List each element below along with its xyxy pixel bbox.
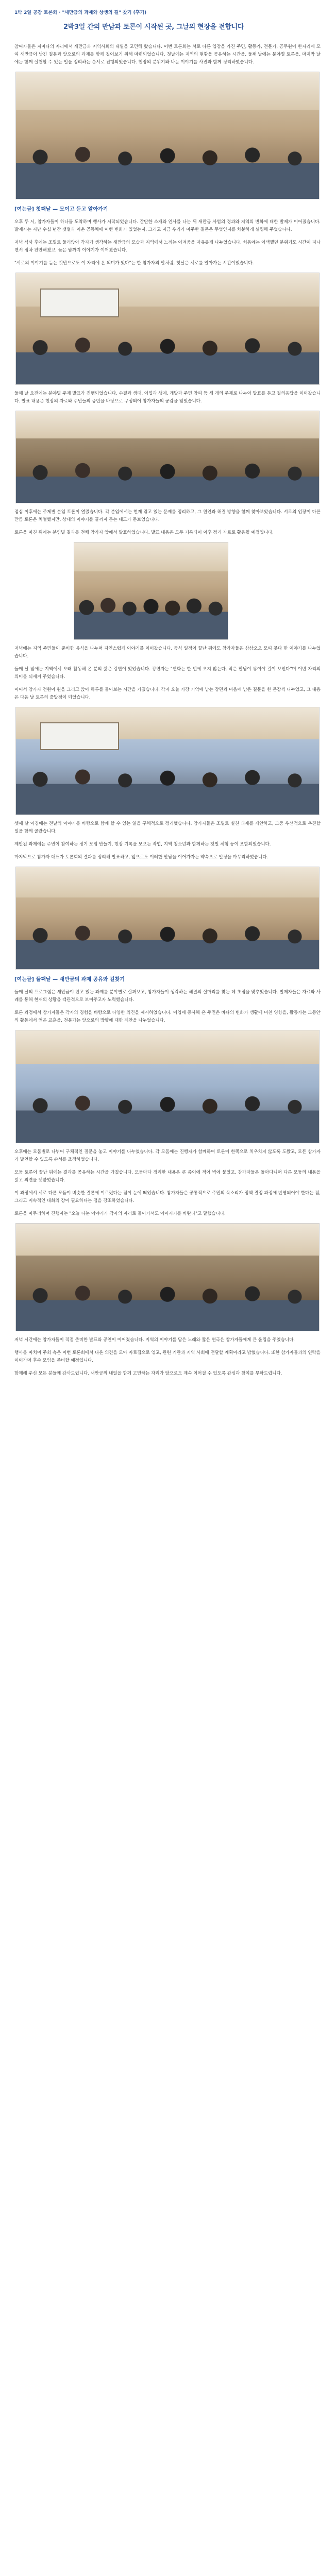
- header-line: 1박 2일 공감 토론회 · "새만금의 과제와 상생의 길" 찾기 (후기): [14, 10, 147, 15]
- closing-photo: [15, 1223, 320, 1331]
- body-paragraph: 마지막으로 참가자 대표가 토론회의 결과를 정리해 발표하고, 앞으로도 이러한 만남을 이어가자는 약속으로 일정을 마무리하였습니다.: [14, 855, 269, 860]
- body-paragraph: 오후 두 시, 참가자들이 하나둘 도착하며 행사가 시작되었습니다. 간단한 소개와 인사를 나눈 뒤 새만금 사업의 경과와 지역의 변화에 대한 발제가 이어졌습니다. 발제자는 지난 수십 년간 갯벌과 어촌 공동체에 어떤 변화가 있었는지, 그리고 지금 우리가 마주한 질문은 무엇인지를 차분하게 설명해 주었습니다.: [14, 219, 321, 232]
- page-title: 2박3일 간의 만남과 토론이 시작된 곳, 그날의 현장을 전합니다: [63, 23, 244, 31]
- speaker-photo: [74, 542, 228, 640]
- body-paragraph: 저녁 시간에는 참가자들이 직접 준비한 발표와 공연이 이어졌습니다. 지역의 이야기를 담은 노래와 짧은 연극은 참가자들에게 큰 울림을 주었습니다.: [14, 1337, 295, 1343]
- section-title: [여는글] 첫째날 — 모이고 듣고 알아가기: [14, 207, 108, 212]
- body-paragraph: 점심 이후에는 주제별 분임 토론이 열렸습니다. 각 분임에서는 현재 겪고 있는 문제를 정리하고, 그 원인과 해결 방향을 함께 찾아보았습니다. 서로의 입장이 다른 만큼 토론은 치열했지만, 상대의 이야기를 끝까지 듣는 태도가 돋보였습니다.: [14, 510, 321, 522]
- body-paragraph: 저녁 식사 후에는 조별로 둘러앉아 각자가 생각하는 새만금의 모습과 지역에서 느끼는 어려움을 자유롭게 나누었습니다. 처음에는 어색했던 분위기도 시간이 지나면서 점차 편안해졌고, 늦은 밤까지 이야기가 이어졌습니다.: [14, 240, 321, 253]
- body-paragraph: 이어서 참가자 전원이 원을 그리고 앉아 하루를 돌아보는 시간을 가졌습니다. 각자 오늘 가장 기억에 남는 장면과 마음에 남은 질문을 한 문장씩 나누었고, 그 내용은 다음 날 토론의 출발점이 되었습니다.: [14, 687, 321, 700]
- section-title: [여는글] 둘째날 — 새만금의 과제 공유와 길찾기: [14, 977, 125, 982]
- body-paragraph: 저녁에는 지역 주민들이 준비한 음식을 나누며 자연스럽게 이야기를 이어갔습니다. 공식 일정이 끝난 뒤에도 참가자들은 삼삼오오 모여 못다 한 이야기를 나누었습니다.: [14, 646, 321, 659]
- table-discussion-photo: [15, 1030, 320, 1143]
- intro-paragraph: 참여자들은 저마다의 자리에서 새만금과 지역사회의 내일을 고민해 왔습니다. 이번 토론회는 서로 다른 입장을 가진 주민, 활동가, 전문가, 공무원이 한자리에 모여 새만금이 남긴 질문과 앞으로의 과제를 함께 짚어보기 위해 마련되었습니다. 첫날에는 지역의 현황을 공유하는 시간을, 둘째 날에는 분야별 토론을, 마지막 날에는 함께 실천할 수 있는 일을 정리하는 순서로 진행되었습니다. 현장의 분위기와 나눈 이야기를 사진과 함께 정리하였습니다.: [14, 44, 321, 65]
- body-paragraph: 셋째 날 아침에는 전날의 이야기를 바탕으로 함께 할 수 있는 일을 구체적으로 정리했습니다. 참가자들은 조별로 실천 과제를 제안하고, 그중 우선적으로 추진할 일을 함께 골랐습니다.: [14, 821, 321, 834]
- body-paragraph: 함께해 주신 모든 분들께 감사드립니다. 새만금의 내일을 함께 고민하는 자리가 앞으로도 계속 이어질 수 있도록 관심과 참여를 부탁드립니다.: [14, 1371, 282, 1376]
- body-paragraph: 오후에는 모둠별로 나뉘어 구체적인 질문을 놓고 이야기를 나누었습니다. 각 모둠에는 진행자가 함께하여 토론이 한쪽으로 치우치지 않도록 도왔고, 모든 참가자가 발언할 수 있도록 순서를 조정하였습니다.: [14, 1149, 321, 1162]
- body-paragraph: 둘째 날의 프로그램은 새만금이 안고 있는 과제를 분야별로 살펴보고, 참가자들이 생각하는 해결의 실마리를 찾는 데 초점을 맞추었습니다. 발제자들은 자료와 사례를 통해 현재의 상황을 객관적으로 보여주고자 노력했습니다.: [14, 990, 321, 1003]
- group-photo: [15, 72, 320, 199]
- meeting-photo: [15, 707, 320, 815]
- body-paragraph: 토론을 마친 뒤에는 분임별 결과를 전체 참가자 앞에서 발표하였습니다. 발표 내용은 모두 기록되어 이후 정리 자료로 활용될 예정입니다.: [14, 530, 274, 535]
- lecture-photo: [15, 273, 320, 385]
- body-paragraph: 제안된 과제에는 주민이 참여하는 정기 모임 만들기, 현장 기록을 모으는 작업, 지역 청소년과 함께하는 갯벌 체험 등이 포함되었습니다.: [14, 842, 271, 847]
- body-paragraph: 행사를 마치며 주최 측은 이번 토론회에서 나온 의견을 모아 자료집으로 엮고, 관련 기관과 지역 사회에 전달할 계획이라고 밝혔습니다. 또한 참가자들과의 연락을 이어가며 후속 모임을 준비할 예정입니다.: [14, 1350, 321, 1363]
- body-paragraph: 모둠 토론이 끝난 뒤에는 결과를 공유하는 시간을 가졌습니다. 모둠마다 정리한 내용은 큰 종이에 적어 벽에 붙였고, 참가자들은 돌아다니며 다른 모둠의 내용을 읽고 의견을 덧붙였습니다.: [14, 1170, 321, 1183]
- body-paragraph: 토론 과정에서 참가자들은 각자의 경험을 바탕으로 다양한 의견을 제시하였습니다. 어업에 종사해 온 주민은 바다의 변화가 생활에 미친 영향을, 활동가는 그동안의 활동에서 얻은 교훈을, 전문가는 앞으로의 방향에 대한 제안을 나누었습니다.: [14, 1010, 321, 1023]
- body-paragraph: 이 과정에서 서로 다른 모둠이 비슷한 결론에 이르렀다는 점이 눈에 띄었습니다. 참가자들은 공통적으로 주민의 목소리가 정책 결정 과정에 반영되어야 한다는 점, 그리고 지속적인 대화의 장이 필요하다는 점을 강조하였습니다.: [14, 1191, 321, 1204]
- body-paragraph: 둘째 날 오전에는 분야별 주제 발표가 진행되었습니다. 수질과 생태, 어업과 생계, 개발과 주민 참여 등 세 개의 주제로 나누어 발표를 듣고 질의응답을 이어갔습니다. 발표 내용은 현장의 자료와 주민들의 증언을 바탕으로 구성되어 참가자들의 공감을 얻었습니다.: [14, 391, 321, 404]
- body-paragraph: 토론을 마무리하며 진행자는 "오늘 나눈 이야기가 각자의 자리로 돌아가서도 이어지기를 바란다"고 말했습니다.: [14, 1211, 226, 1216]
- workshop-photo: [15, 867, 320, 970]
- body-paragraph: "서로의 이야기를 듣는 것만으로도 이 자리에 온 의미가 있다"는 한 참가자의 말처럼, 첫날은 서로를 알아가는 시간이었습니다.: [14, 261, 254, 266]
- body-paragraph: 둘째 날 밤에는 지역에서 오래 활동해 온 분의 짧은 강연이 있었습니다. 강연자는 "변화는 한 번에 오지 않는다, 작은 만남이 쌓여야 길이 보인다"며 이번 자리의 의미를 되새겨 주었습니다.: [14, 667, 321, 680]
- discussion-photo: [15, 411, 320, 503]
